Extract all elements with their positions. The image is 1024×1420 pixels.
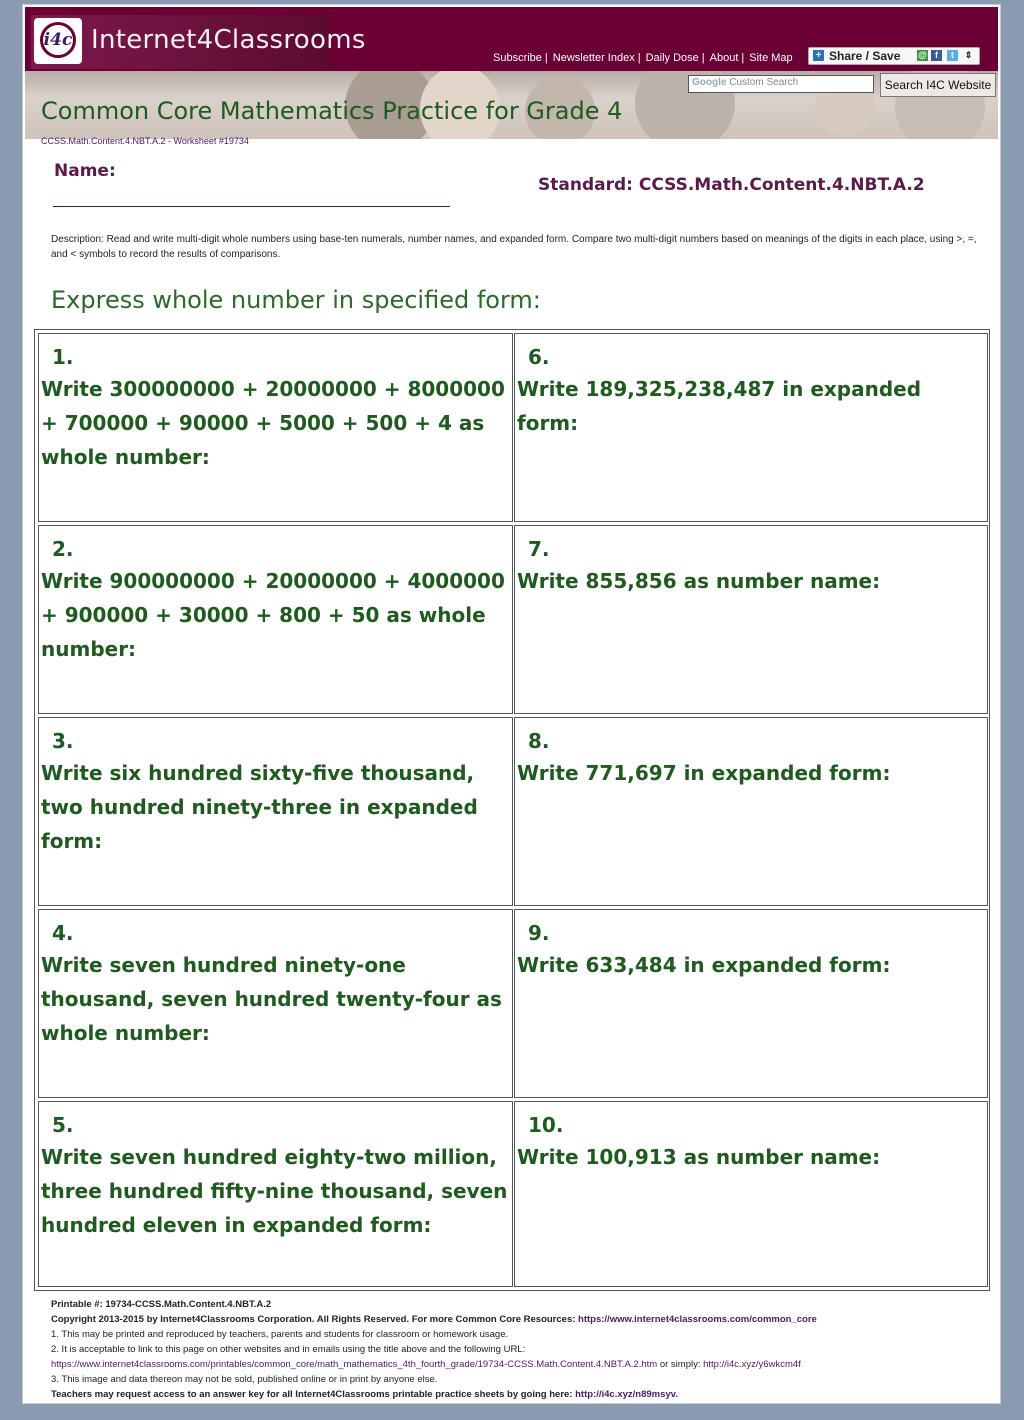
- question-number: 9.: [528, 921, 550, 945]
- question-number: 1.: [52, 345, 74, 369]
- worksheet-page: [22, 4, 1001, 1404]
- instructions: Express whole number in specified form:: [51, 286, 541, 314]
- question-text: Write 855,856 as number name:: [517, 569, 881, 593]
- usage-note-3: 3. This image and data thereon may not be sold, published online or in print by anyone else.: [51, 1374, 438, 1385]
- description: Description: Read and write multi-digit whole numbers using base-ten numerals, number names, and expanded form. Compare two multi-digit numbers based on meanings of the digits in each place, using >, =, and < symbols to record the results of comparisons.: [51, 234, 977, 260]
- question-number: 2.: [52, 537, 74, 561]
- nav-daily-dose[interactable]: Daily Dose: [645, 52, 699, 64]
- question-number: 5.: [52, 1113, 74, 1137]
- question-cell: [514, 909, 988, 1098]
- logo-badge-text: i4c: [43, 30, 73, 50]
- usage-note-2: 2. It is acceptable to link to this page on other websites and in emails using the title above and the following URL:: [51, 1344, 526, 1355]
- answer-key-line: [51, 1387, 991, 1402]
- question-cell: [514, 525, 988, 714]
- question-cell: [514, 1101, 988, 1287]
- nav-subscribe[interactable]: Subscribe: [493, 52, 542, 64]
- search-placeholder: Custom Search: [729, 77, 799, 88]
- worksheet-url-link[interactable]: https://www.internet4classrooms.com/printables/common_core/math_mathematics_4th_fourth_grade/19734-CCSS.Math.Content.4.NBT.A.2.htm: [51, 1359, 658, 1370]
- twitter-icon[interactable]: t: [947, 50, 958, 61]
- usage-note-2-urls: [51, 1357, 991, 1372]
- nav-about[interactable]: About: [709, 52, 739, 64]
- logo-name: Internet4Classrooms: [91, 25, 366, 55]
- printable-number: Printable #: 19734-CCSS.Math.Content.4.NBT.A.2: [51, 1299, 272, 1310]
- question-cell: [38, 525, 513, 714]
- short-url-link[interactable]: http://i4c.xyz/y6wkcm4f: [703, 1359, 801, 1370]
- search-input[interactable]: [688, 75, 874, 93]
- question-number: 3.: [52, 729, 74, 753]
- question-text: Write 100,913 as number name:: [517, 1145, 881, 1169]
- share-save-label: Share / Save: [829, 49, 901, 63]
- chevron-updown-icon[interactable]: ⇕: [964, 50, 973, 60]
- name-label: Name:: [54, 161, 116, 181]
- question-cell: [514, 717, 988, 906]
- copyright-text: Copyright 2013-2015 by Internet4Classrooms Corporation. All Rights Reserved. For more Common Core Resources:: [51, 1314, 579, 1325]
- answer-key-link[interactable]: http://i4c.xyz/n89msyv.: [575, 1389, 678, 1400]
- copyright-line: [51, 1312, 991, 1327]
- footer: [51, 1297, 991, 1402]
- question-text: Write seven hundred ninety-one thousand, seven hundred twenty-four as whole number:: [41, 953, 502, 1045]
- google-logo: Google: [692, 77, 727, 88]
- question-number: 10.: [528, 1113, 564, 1137]
- question-cell: [38, 333, 513, 522]
- common-core-link[interactable]: https://www.internet4classrooms.com/common_core: [578, 1314, 817, 1325]
- usage-note-1: 1. This may be printed and reproduced by teachers, parents and students for classroom or homework usage.: [51, 1329, 509, 1340]
- question-number: 8.: [528, 729, 550, 753]
- standard-label: Standard: CCSS.Math.Content.4.NBT.A.2: [538, 175, 925, 195]
- nav-newsletter-index[interactable]: Newsletter Index: [552, 52, 635, 64]
- question-text: Write six hundred sixty-five thousand, two hundred ninety-three in expanded form:: [41, 761, 478, 853]
- answer-key-text: Teachers may request access to an answer key for all Internet4Classrooms printable practice sheets by going here:: [51, 1389, 576, 1400]
- question-text: Write 300000000 + 20000000 + 8000000 + 700000 + 90000 + 5000 + 500 + 4 as whole number:: [41, 377, 505, 469]
- question-text: Write 633,484 in expanded form:: [517, 953, 891, 977]
- question-cell: [38, 1101, 513, 1287]
- email-share-icon[interactable]: @: [918, 50, 927, 60]
- question-text: Write 189,325,238,487 in expanded form:: [517, 377, 922, 435]
- question-number: 4.: [52, 921, 74, 945]
- or-simply-text: or simply:: [657, 1359, 704, 1370]
- question-grid: [34, 329, 990, 1291]
- top-nav: Subscribe | Newsletter Index | Daily Dose | About | Site Map: [493, 52, 793, 64]
- share-save-button[interactable]: [808, 47, 980, 65]
- site-logo[interactable]: [31, 15, 366, 69]
- name-line: [53, 206, 450, 207]
- nav-site-map[interactable]: Site Map: [749, 52, 793, 64]
- facebook-icon[interactable]: f: [931, 50, 942, 61]
- question-cell: [38, 717, 513, 906]
- plus-icon: +: [813, 50, 824, 61]
- site-header: [25, 7, 998, 71]
- search-button[interactable]: Search I4C Website: [880, 73, 996, 97]
- logo-badge-icon: [34, 18, 82, 64]
- question-cell: [514, 333, 988, 522]
- question-text: Write 900000000 + 20000000 + 4000000 + 900000 + 30000 + 800 + 50 as whole number:: [41, 569, 505, 661]
- question-text: Write seven hundred eighty-two million, three hundred fifty-nine thousand, seven hundred eleven in expanded form:: [41, 1145, 508, 1237]
- question-text: Write 771,697 in expanded form:: [517, 761, 891, 785]
- question-number: 6.: [528, 345, 550, 369]
- worksheet-id: CCSS.Math.Content.4.NBT.A.2 - Worksheet #19734: [41, 136, 249, 146]
- question-number: 7.: [528, 537, 550, 561]
- question-cell: [38, 909, 513, 1098]
- page-title: Common Core Mathematics Practice for Grade 4: [41, 97, 623, 125]
